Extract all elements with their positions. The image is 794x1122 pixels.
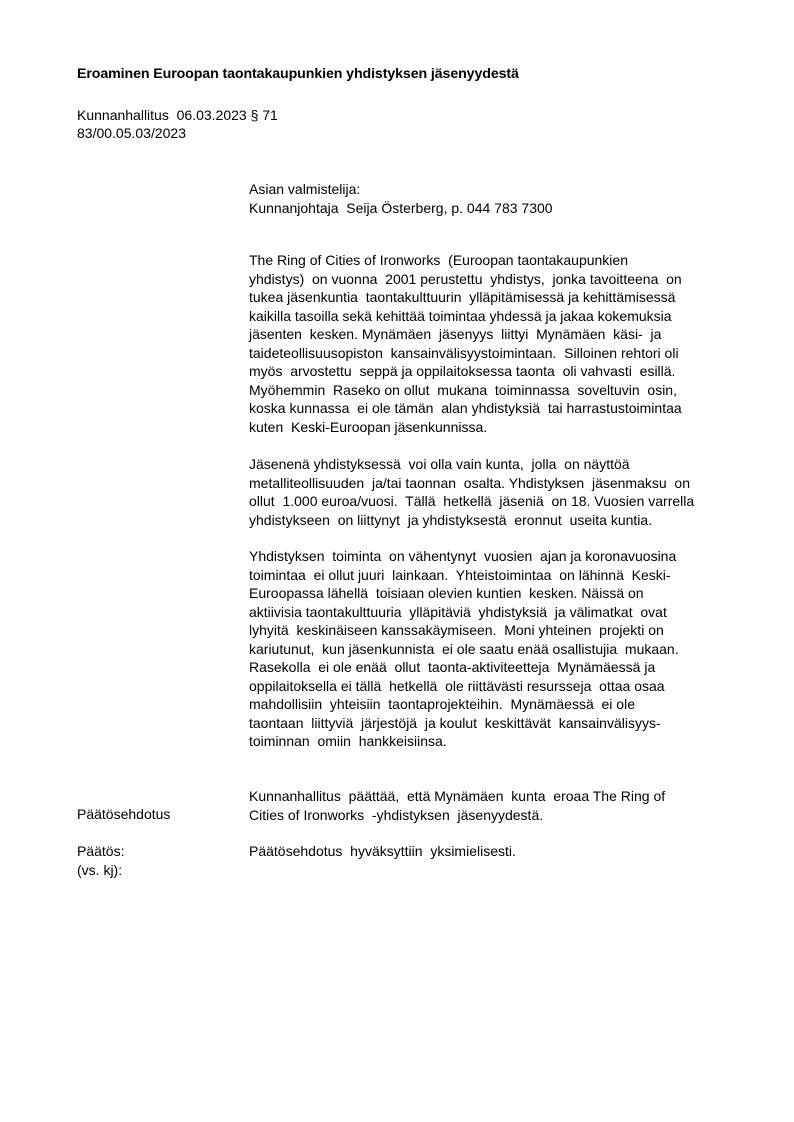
proposal-text <box>249 787 739 824</box>
paragraph-line: oppilaitoksella ei tällä hetkellä ole riittävästi resursseja ottaa osaa <box>249 677 665 694</box>
paragraph-line: jäsenten kesken. Mynämäen jäsenyys liittyi Mynämäen käsi- ja <box>249 326 662 342</box>
paragraph-line: mahdollisiin yhteisiin taontaprojekteihin. Mynämäessä ei ole <box>249 696 635 712</box>
paragraph-line: metalliteollisuuden ja/tai taonnan osalta. Yhdistyksen jäsenmaksu on <box>249 474 691 491</box>
decision-label: Päätös: <box>77 843 125 859</box>
decision-line: Päätösehdotus hyväksyttiin yksimielisesti. <box>249 843 516 859</box>
paragraph-line: Myöhemmin Raseko on ollut mukana toiminnassa soveltuvin osin, <box>249 381 677 398</box>
paragraph-activity <box>249 547 739 751</box>
paragraph-line: yhdistys) on vuonna 2001 perustettu yhdistys, jonka tavoitteena on <box>249 270 682 287</box>
paragraph-line: aktiivisia taontakulttuuria ylläpitäviä yhdistyksiä ja välimatkat ovat <box>249 603 667 620</box>
decision-text <box>249 842 739 861</box>
paragraph-line: Jäsenenä yhdistyksessä voi olla vain kunta, jolla on näyttöä <box>249 456 630 472</box>
paragraph-line: Yhdistyksen toiminta on vähentynyt vuosien ajan ja koronavuosina <box>249 548 677 564</box>
paragraph-background <box>249 251 739 436</box>
paragraph-line: kariutunut, kun jäsenkunnista ei ole saatu enää osallistujia mukaan. <box>249 640 679 657</box>
preparer-value: Kunnanjohtaja Seija Österberg, p. 044 783 7300 <box>249 199 553 216</box>
paragraph-line: Euroopassa lähellä toisiaan olevien kuntien kesken. Näissä on <box>249 585 644 601</box>
paragraph-line: lyhyitä keskinäiseen kanssakäymiseen. Moni yhteinen projekti on <box>249 622 664 638</box>
paragraph-line: kaikilla tasoilla sekä kehittää toimintaa yhdessä ja jakaa kokemuksia <box>249 307 672 324</box>
meeting-line: Kunnanhallitus 06.03.2023 § 71 <box>77 107 278 123</box>
paragraph-line: taontaan liittyviä järjestöjä ja koulut keskittävät kansainvälisyys- <box>249 714 661 731</box>
paragraph-line: tukea jäsenkuntia taontakulttuurin ylläpitämisessä ja kehittämisessä <box>249 289 676 305</box>
paragraph-line: kuten Keski-Euroopan jäsenkunnissa. <box>249 418 488 435</box>
paragraph-line: yhdistykseen on liittynyt ja yhdistyksestä eronnut useita kuntia. <box>249 511 653 528</box>
preparer-label: Asian valmistelija: <box>249 181 361 197</box>
paragraph-line: toimintaa ei ollut juuri lainkaan. Yhteistoimintaa on lähinnä Keski- <box>249 566 671 583</box>
proposal-label-line2: (vs. kj): <box>77 861 123 878</box>
preparer-block <box>249 180 739 217</box>
paragraph-line: myös arvostettu seppä ja oppilaitoksessa taonta oli vahvasti esillä. <box>249 363 676 379</box>
paragraph-line: toiminnan omiin hankkeisiinsa. <box>249 733 447 749</box>
paragraph-membership <box>249 455 739 529</box>
paragraph-line: ollut 1.000 euroa/vuosi. Tällä hetkellä jäseniä on 18. Vuosien varrella <box>249 493 695 509</box>
proposal-line: Cities of Ironworks -yhdistyksen jäsenyydestä. <box>249 806 544 823</box>
paragraph-line: Rasekolla ei ole enää ollut taonta-aktiviteetteja Mynämäessä ja <box>249 659 656 675</box>
paragraph-line: koska kunnassa ei ole tämän alan yhdistyksiä tai harrastustoimintaa <box>249 400 682 416</box>
paragraph-line: The Ring of Cities of Ironworks (Euroopan taontakaupunkien <box>249 252 628 268</box>
proposal-line: Kunnanhallitus päättää, että Mynämäen kunta eroaa The Ring of <box>249 788 666 804</box>
document-title: Eroaminen Euroopan taontakaupunkien yhdistyksen jäsenyydestä <box>77 66 519 82</box>
meeting-info <box>77 106 278 142</box>
paragraph-line: taideteollisuusopiston kansainvälisyystoimintaan. Silloinen rehtori oli <box>249 344 679 361</box>
proposal-label-line1: Päätösehdotus <box>77 806 171 822</box>
record-number: 83/00.05.03/2023 <box>77 125 186 141</box>
